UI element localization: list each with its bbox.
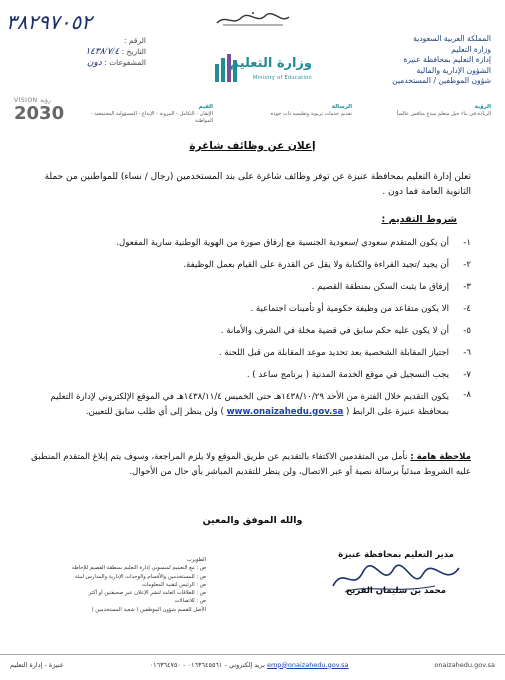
- condition-item: [20, 320, 471, 342]
- attachments-label: المشفوعات: [109, 58, 146, 67]
- signatory-role: مدير التعليم بمحافظة عنيزة: [338, 550, 454, 560]
- footer-phones: بريد إلكتروني - ٠١٦٣٦٤٥٥٦١ - ٠١٦٣٦٤٧٥٠: [149, 660, 265, 669]
- strip-mission: [219, 104, 352, 126]
- note-text: نأمل من المتقدمين الاكتفاء بالتقديم عن طريق الموقع ولا يلزم المراجعة، وسوف يتم إبلاغ المتقدم المنطبق عليه الشروط مبدئياً برسالة نصية أو عبر الاتصال، ولن ينظر للتقديم المباشر بأي حال من الأحوال.: [31, 452, 471, 477]
- footer-location: عنيزة - إدارة التعليم: [10, 660, 64, 669]
- condition-number: ٧-: [463, 370, 471, 380]
- letterhead-line: المملكة العربية السعودية: [413, 34, 491, 43]
- cc-line: ص : الرئيس لتقنية المعلومات: [142, 581, 206, 588]
- ref-label: الرقم: [128, 36, 146, 45]
- ministry-logo: [212, 50, 312, 90]
- website-link[interactable]: www.onaizahedu.gov.sa: [226, 407, 344, 417]
- strip-title: القيم: [198, 104, 213, 110]
- footer-website[interactable]: onaizahedu.gov.sa: [434, 660, 495, 669]
- intro-paragraph: تعلن إدارة التعليم بمحافظة عنيزة عن توفر وظائف شاغرة على بند المستخدمين (رجال / نساء) للمواطنين من حملة الثانوية العامة فما دون .: [44, 172, 471, 197]
- cc-list: [26, 556, 206, 614]
- condition-item: [20, 254, 471, 276]
- attachments-value: دون: [86, 57, 102, 67]
- cc-line: ص : مع التعميم لمنسوبي إدارة التعليم بمنطقة القصيم للإحاطة: [71, 565, 206, 572]
- document-title: إعلان عن وظائف شاغرة: [189, 140, 316, 152]
- letterhead-line: شؤون الموظفين / المستخدمين: [392, 76, 491, 85]
- condition-text: أن يكون المتقدم سعودي /سعودية الجنسية مع إرفاق صورة من الهوية الوطنية سارية المفعول.: [116, 237, 449, 248]
- cc-line: ص : للاتصالات: [174, 598, 206, 605]
- letterhead-line: الشؤون الإدارية والمالية: [416, 65, 491, 75]
- signature-block: [321, 550, 471, 596]
- strip-text: الريادة في بناء جيل متعلم مبدع منافس عالمياً: [396, 111, 491, 117]
- conditions-heading: شروط التقديم :: [381, 214, 457, 225]
- cc-line: الطويرب: [186, 557, 206, 563]
- condition-number: ٣-: [463, 282, 471, 292]
- letterhead-line: وزارة التعليم: [451, 44, 491, 54]
- strip-values: [80, 104, 213, 126]
- vision-label: VISION رؤية: [14, 97, 51, 104]
- cc-line: الأصل للقسم شؤون الموظفين ( شعبة المستخدمين ): [91, 606, 206, 613]
- strip-text: الإتقان - التكامل - المرونة - الإبداع - المسؤولية المجتمعية - المواطنة: [90, 111, 213, 124]
- condition-text: إرفاق ما يثبت السكن بمنطقة القصيم .: [311, 281, 449, 292]
- condition-text: الا يكون متقاعد من وظيفة حكومية أو تأمينات اجتماعية .: [250, 303, 449, 314]
- strip-vision: [358, 104, 491, 126]
- attachments-row: المشفوعات : دون: [86, 57, 146, 67]
- ministry-name: وزارة التعليم: [229, 56, 312, 71]
- strip-title: الرؤية: [474, 104, 491, 110]
- condition-text: اجتياز المقابلة الشخصية بعد تحديد موعد المقابلة من قبل اللجنة .: [218, 347, 449, 358]
- condition-number: ٥-: [463, 326, 471, 336]
- values-strip: [80, 104, 491, 126]
- conditions-list: [20, 232, 471, 436]
- closing-line: والله الموفق والمعين: [202, 515, 303, 526]
- reference-block: [6, 10, 146, 68]
- condition-text: أن يجيد /تجيد القراءة والكتابة ولا يقل عن القدرة على القيام بعمل الوظيفة.: [183, 259, 449, 270]
- condition-item: [20, 364, 471, 386]
- date-label: التاريخ: [126, 47, 146, 56]
- condition-text-main: يكون التقديم خلال الفترة من الأحد ١٤٣٨/١٠/٢٩هـ حتى الخميس ١٤٣٨/١١/٤هـ في الموقع الإلكتروني لإدارة التعليم بمحافظة عنيزة على الرابط (: [50, 392, 449, 417]
- reference-number: ٣٨٢٩٧٠٥٢: [6, 12, 92, 34]
- condition-item: [20, 276, 471, 298]
- condition-text: يجب التسجيل في موقع الخدمة المدنية ( برنامج ساعد ) .: [246, 369, 449, 380]
- condition-item: [20, 386, 471, 436]
- condition-number: ٢-: [463, 260, 471, 270]
- condition-text: [20, 390, 449, 420]
- date-row: التاريخ : ١٤٣٨/٧/٤: [85, 46, 146, 56]
- vision-year: 2030: [14, 103, 65, 124]
- condition-number: ٤-: [463, 304, 471, 314]
- letterhead-line: إدارة التعليم بمحافظة عنيزة: [403, 55, 491, 64]
- footer-email[interactable]: emp@onaizahedu.gov.sa: [266, 660, 349, 669]
- page-footer: [0, 654, 505, 674]
- important-note: [24, 450, 471, 480]
- cc-line: ص : للعلاقات العامة لنشر الإعلان عبر صحيفتين أو أكثر: [88, 590, 206, 597]
- condition-item: [20, 342, 471, 364]
- letterhead-org: [341, 34, 491, 87]
- strip-title: الرسالة: [331, 104, 352, 110]
- ministry-name-en: Ministry of Education: [252, 75, 312, 81]
- basmala-emblem: [213, 8, 293, 30]
- footer-contact: [150, 661, 349, 669]
- vision-2030-logo: [14, 97, 74, 137]
- note-label: ملاحظة هامة :: [410, 452, 471, 462]
- condition-number: ١-: [463, 238, 471, 248]
- strip-text: تقديم خدمات تربوية وتعليمية ذات جودة: [270, 111, 352, 117]
- condition-text-tail: ) ولن ينظر إلى أي طلب سابق للتعيين.: [85, 407, 224, 417]
- signatory-name: محمد بن سليمان الفريح: [346, 586, 446, 596]
- condition-number: ٦-: [463, 348, 471, 358]
- cc-line: ص : للمستخدمين والأقسام والوحدات الإدارية والمدارس لبيئة: [74, 573, 206, 580]
- condition-number: ٨-: [463, 390, 471, 400]
- condition-text: أن لا يكون عليه حكم سابق في قضية مخلة في الشرف والأمانة .: [220, 325, 449, 336]
- date-value: ١٤٣٨/٧/٤: [85, 46, 120, 56]
- condition-item: [20, 232, 471, 254]
- condition-item: [20, 298, 471, 320]
- ref-label-row: الرقم :: [123, 36, 146, 45]
